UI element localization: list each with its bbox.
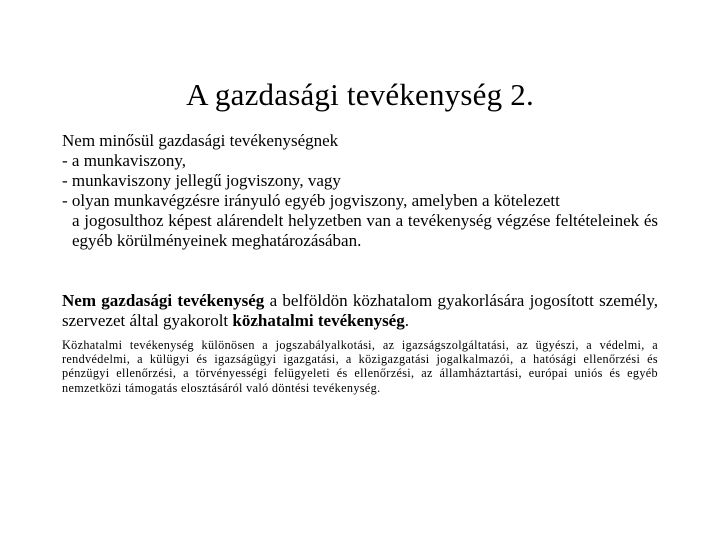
list-item-continuation: a jogosulthoz képest alárendelt helyzetben van a tevékenység végzése feltételeinek és egyéb körülményeinek meghatározásában.	[72, 211, 658, 250]
bold-term: közhatalmi tevékenység	[232, 311, 405, 330]
list-heading: Nem minősül gazdasági tevékenységnek	[62, 131, 339, 150]
list-item: - a munkaviszony,	[62, 151, 187, 170]
list-item: - munkaviszony jellegű jogviszony, vagy	[62, 171, 341, 190]
list-item: - olyan munkavégzésre irányuló egyéb jogviszony, amelyben a kötelezett	[62, 191, 560, 210]
public-authority-paragraph	[62, 291, 658, 331]
paragraph-end: .	[404, 311, 409, 330]
not-economic-activity-list	[62, 131, 658, 251]
bold-term: Nem gazdasági tevékenység	[62, 291, 265, 310]
paragraph-text: a belföldön közhatalom gyakorlására jogosított személy, szervezet által gyakorolt	[62, 291, 658, 330]
public-authority-examples: Közhatalmi tevékenység különösen a jogszabályalkotási, az igazságszolgáltatási, az ügyészi, a védelmi, a rendvédelmi, a külügyi és igazságügyi igazgatási, a közigazgatási jogalkalmazói, a hatósági ellenőrzési és pénzügyi ellenőrzési, a törvényességi felügyeleti és ellenőrzési, az államháztartási, európai uniós és egyéb nemzetközi támogatás elosztásáról való döntési tevékenység.	[62, 338, 658, 395]
slide-title: A gazdasági tevékenység 2.	[186, 77, 534, 112]
